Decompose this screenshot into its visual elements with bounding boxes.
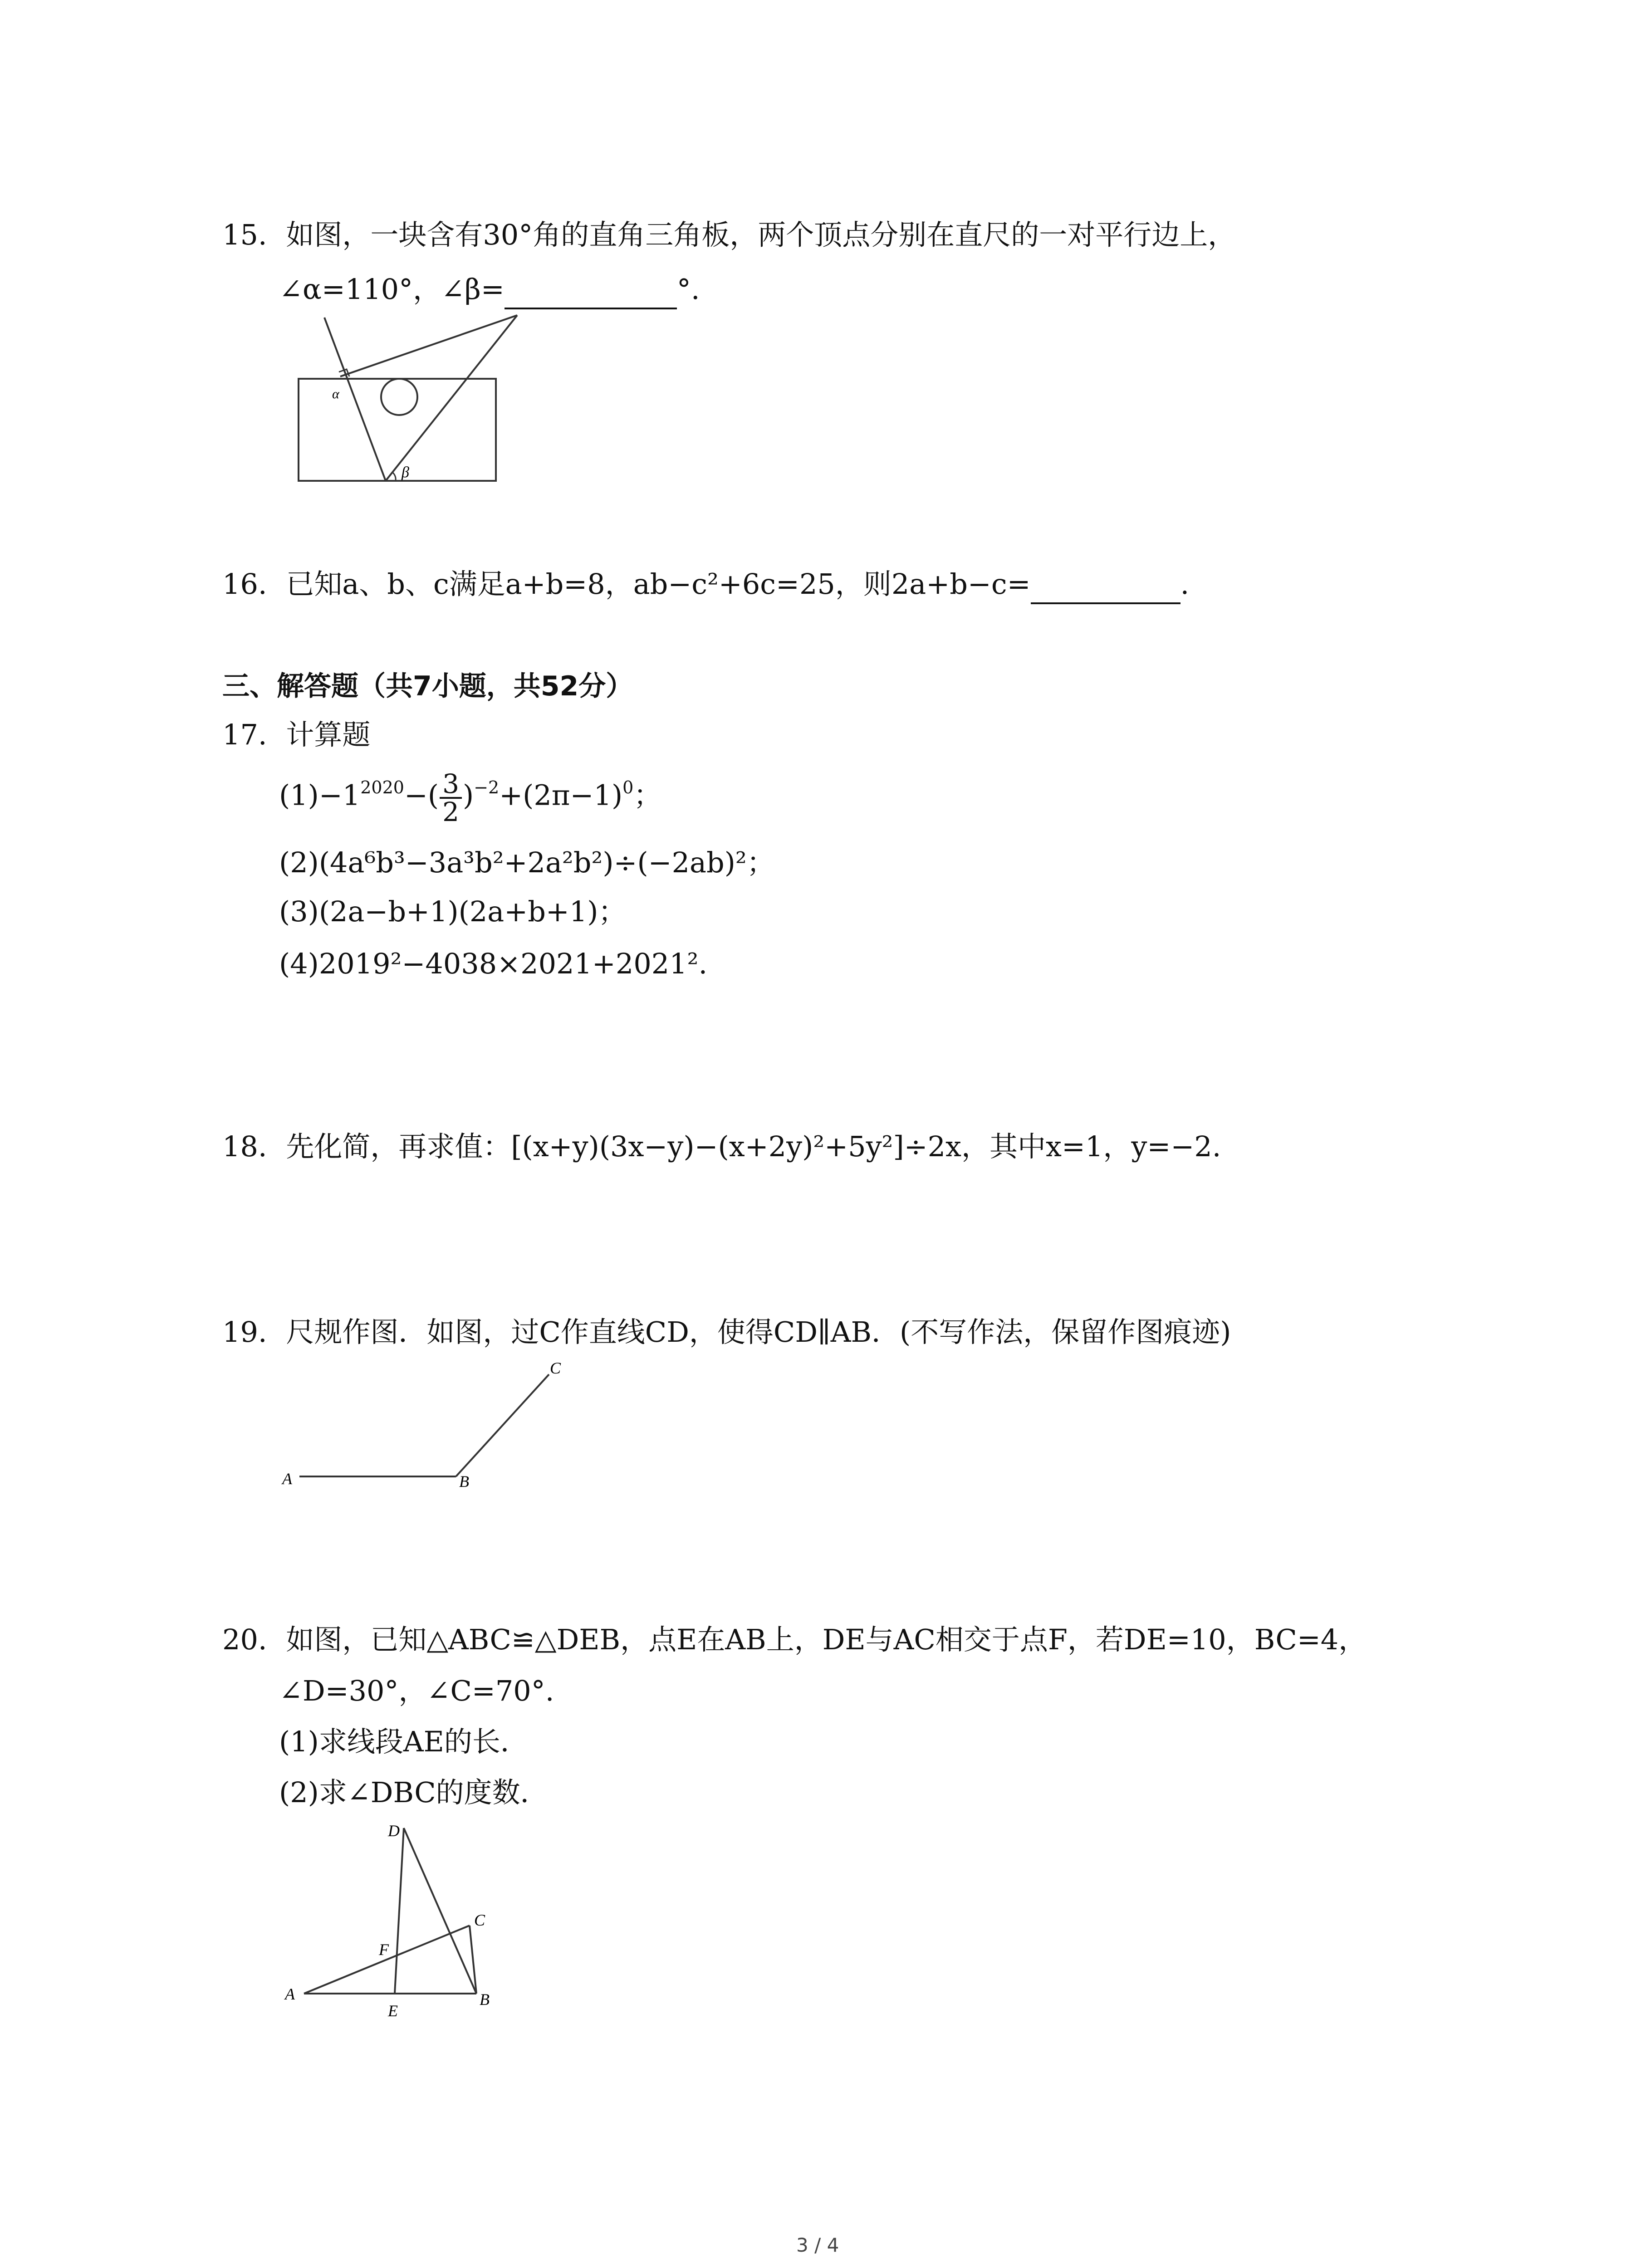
question-16 bbox=[222, 566, 1189, 604]
label-f: F bbox=[379, 1941, 389, 1959]
label-b: B bbox=[459, 1472, 469, 1491]
label-c: C bbox=[474, 1911, 485, 1929]
question-20 bbox=[222, 1622, 1367, 1658]
section-heading: 三、解答题（共7小题，共52分） bbox=[222, 670, 633, 702]
page-number: 3 / 4 bbox=[796, 2234, 839, 2256]
segment-cb bbox=[470, 1926, 476, 1994]
question-title: 计算题 bbox=[286, 718, 371, 751]
question-text: ∠α=110°，∠β= bbox=[279, 273, 505, 306]
question-text: 先化简，再求值：[(x+y)(3x−y)−(x+2y)²+5y²]÷2x，其中x=1，y=−2. bbox=[286, 1130, 1221, 1163]
segment-db bbox=[404, 1828, 476, 1994]
q20-part-1: (1)求线段AE的长． bbox=[279, 1725, 529, 1758]
question-number: 18. bbox=[222, 1130, 267, 1163]
beta-label: β bbox=[402, 464, 409, 481]
question-tail: °. bbox=[676, 273, 700, 306]
q19-figure bbox=[272, 1356, 581, 1506]
question-19 bbox=[222, 1314, 1231, 1350]
q15-figure bbox=[290, 308, 535, 499]
question-number: 17. bbox=[222, 718, 267, 751]
label-e: E bbox=[388, 2002, 398, 2020]
question-20-line2: ∠D=30°，∠C=70°. bbox=[279, 1674, 554, 1707]
question-number: 19. bbox=[222, 1315, 267, 1349]
label-c: C bbox=[550, 1359, 561, 1377]
label-a: A bbox=[282, 1470, 292, 1488]
question-text: 已知a、b、c满足a+b=8，ab−c²+6c=25，则2a+b−c= bbox=[286, 567, 1031, 601]
question-number: 15. bbox=[222, 218, 267, 251]
question-18 bbox=[222, 1129, 1221, 1165]
q20-figure bbox=[272, 1814, 508, 2028]
label-a: A bbox=[285, 1985, 295, 2003]
segment-ac bbox=[304, 1926, 470, 1994]
label-d: D bbox=[388, 1822, 400, 1840]
question-number: 16. bbox=[222, 567, 267, 601]
question-17 bbox=[222, 717, 370, 753]
triangle-hole bbox=[381, 379, 417, 415]
answer-blank[interactable] bbox=[1031, 566, 1181, 604]
alpha-label: α bbox=[332, 386, 339, 401]
question-tail: . bbox=[1180, 567, 1190, 601]
triangle-edge bbox=[340, 315, 517, 376]
q17-item-1: $(1)-1^{2020}-$( $\frac{3}{2}$ )$^{-2}+(2\pi-1)^0$； bbox=[279, 768, 662, 827]
question-text: 如图，已知△ABC≌△DEB，点E在AB上，DE与AC相交于点F，若DE=10，BC=4， bbox=[286, 1623, 1367, 1656]
beta-arc bbox=[393, 473, 396, 481]
q17-item-2: (2)(4a⁶b³−3a³b²+2a²b²)÷(−2ab)²； bbox=[279, 846, 775, 879]
question-text: 如图，一块含有30°角的直角三角板，两个顶点分别在直尺的一对平行边上， bbox=[286, 218, 1236, 251]
answer-blank[interactable] bbox=[505, 271, 677, 309]
q17-item-3: (3)(2a−b+1)(2a+b+1)； bbox=[279, 895, 627, 928]
question-15 bbox=[222, 217, 1236, 253]
fraction: $\frac{3}{2}$ bbox=[440, 771, 462, 825]
question-number: 20. bbox=[222, 1623, 267, 1656]
segment-de bbox=[395, 1828, 404, 1994]
q17-item-4: (4)2019²−4038×2021+2021². bbox=[279, 947, 708, 980]
segment-bc bbox=[456, 1374, 549, 1476]
question-15-line2 bbox=[279, 271, 700, 309]
question-text: 尺规作图．如图，过C作直线CD，使得CD∥AB．(不写作法，保留作图痕迹) bbox=[286, 1315, 1231, 1349]
label-b: B bbox=[480, 1990, 490, 2009]
q20-part-2: (2)求∠DBC的度数． bbox=[279, 1776, 549, 1809]
triangle-edge bbox=[386, 315, 517, 481]
